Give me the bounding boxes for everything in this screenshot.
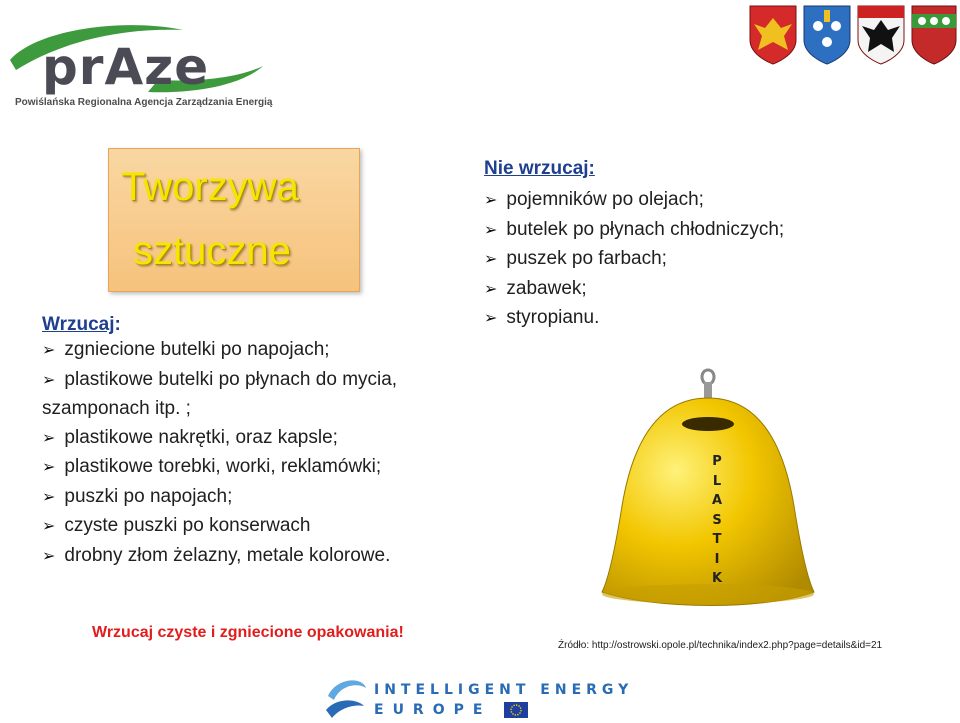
wrzucaj-heading-text: Wrzucaj (42, 314, 115, 335)
arrow-bullet-icon: ➢ (484, 280, 498, 298)
logo-name: prAze (42, 38, 210, 96)
list-item: ➢ styropianu. (484, 307, 600, 328)
bin-hook-icon (702, 370, 714, 400)
plastic-recycling-bin (596, 366, 816, 616)
bin-letter: P (712, 454, 722, 469)
bin-letter: A (711, 493, 723, 508)
arrow-bullet-icon: ➢ (42, 518, 56, 535)
arrow-bullet-icon: ➢ (42, 342, 56, 359)
list-item: szamponach itp. ; (42, 398, 191, 419)
logo-subtitle: Powiślańska Regionalna Agencja Zarządzania Energią (15, 97, 273, 108)
praze-logo (8, 8, 273, 118)
title-box (108, 148, 360, 292)
list-item: ➢ butelek po płynach chłodniczych; (484, 218, 785, 240)
list-item: ➢ pojemników po olejach; (484, 189, 704, 210)
black-eagle-crest-icon (858, 6, 904, 64)
title-line-1: Tworzywa (121, 165, 299, 209)
bin-letter: S (712, 512, 722, 528)
arrow-bullet-icon: ➢ (42, 371, 56, 389)
source-citation: Źródło: http://ostrowski.opole.pl/technika/index2.php?page=details&id=21 (558, 640, 883, 651)
eu-flag-icon (504, 702, 528, 718)
ie-line-2: EUROPE (374, 702, 492, 718)
clover-crest-icon (912, 6, 956, 64)
arrow-bullet-icon: ➢ (42, 429, 56, 447)
list-item: ➢ zgniecione butelki po napojach; (42, 339, 330, 360)
list-item: ➢ puszki po napojach; (42, 485, 233, 507)
ie-line-1: INTELLIGENT ENERGY (374, 682, 634, 698)
arrow-bullet-icon: ➢ (484, 221, 498, 239)
bin-letter: T (712, 532, 722, 547)
nie-wrzucaj-list (484, 186, 784, 334)
arrow-bullet-icon: ➢ (42, 488, 56, 506)
wrzucaj-list (42, 336, 397, 571)
arrow-bullet-icon: ➢ (42, 547, 56, 565)
bin-letter: L (712, 473, 722, 489)
arrow-bullet-icon: ➢ (484, 251, 498, 268)
bin-letter: K (711, 571, 723, 586)
list-item: ➢ czyste puszki po konserwach (42, 515, 311, 536)
list-item: ➢ plastikowe nakrętki, oraz kapsle; (42, 426, 338, 448)
list-item: ➢ plastikowe butelki po płynach do mycia, (42, 368, 398, 390)
eagle-crest-icon (750, 6, 796, 64)
list-item: ➢ plastikowe torebki, worki, reklamówki; (42, 456, 382, 477)
arrow-bullet-icon: ➢ (484, 310, 498, 327)
nie-wrzucaj-heading: Nie wrzucaj: (484, 158, 595, 179)
wrzucaj-heading-colon: : (114, 314, 121, 335)
list-item: ➢ drobny złom żelazny, metale kolorowe. (42, 544, 391, 566)
lily-crest-icon (804, 6, 850, 64)
list-item: ➢ zabawek; (484, 277, 587, 299)
list-item: ➢ puszek po farbach; (484, 248, 667, 269)
intelligent-energy-europe-logo (322, 676, 652, 722)
arrow-bullet-icon: ➢ (484, 192, 498, 209)
bin-letter: I (714, 551, 720, 567)
title-line-2: sztuczne (133, 229, 291, 273)
footer-note: Wrzucaj czyste i zgniecione opakowania! (92, 624, 404, 641)
ie-swirl-icon (322, 676, 370, 722)
wrzucaj-heading (42, 314, 121, 336)
arrow-bullet-icon: ➢ (42, 459, 56, 476)
bin-label (710, 452, 724, 589)
coats-of-arms (748, 4, 958, 66)
